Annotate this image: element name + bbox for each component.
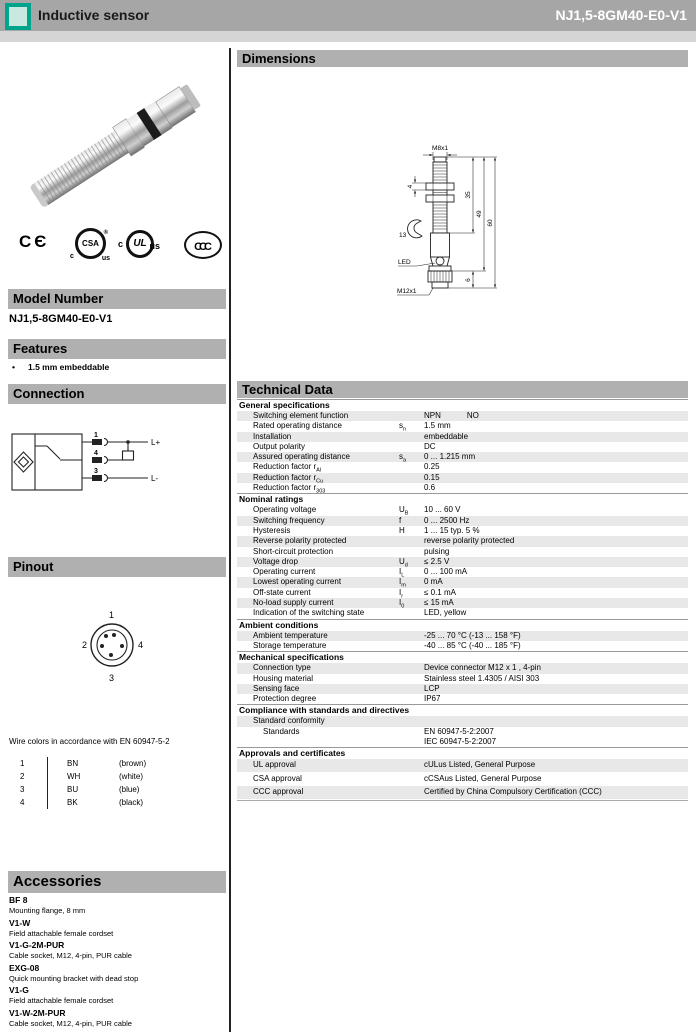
spec-label: No-load supply current (253, 598, 334, 608)
wire-pin-number: 4 (20, 798, 25, 807)
accessory-desc: Quick mounting bracket with dead stop (9, 973, 139, 983)
accessory-model: V1-G (9, 985, 29, 995)
spec-value: IP67 (424, 694, 441, 704)
product-photo (6, 50, 218, 222)
spec-symbol (399, 716, 424, 726)
spec-label: CSA approval (253, 773, 302, 783)
spec-row (237, 598, 688, 608)
ccc-mark-icon: CCC (184, 231, 222, 259)
dim-body-length: 49 (476, 210, 483, 218)
accessory-item (9, 985, 225, 1006)
wire-color-code: BK (47, 796, 119, 809)
spec-value: 0 ... 100 mA (424, 567, 468, 577)
feature-item: • 1.5 mm embeddable (12, 362, 110, 372)
spec-value-2: NO (466, 411, 479, 420)
spec-symbol: f (399, 515, 402, 525)
pinout-pin1-label: 1 (109, 610, 115, 620)
page-title: Inductive sensor (38, 7, 150, 23)
wire-color-code: WH (47, 770, 119, 783)
spec-label: Rated operating distance (253, 421, 342, 431)
spec-symbol (399, 773, 424, 786)
spec-row (237, 421, 688, 431)
spec-row (237, 663, 688, 673)
spec-label: Hysteresis (253, 525, 291, 535)
feature-list (10, 362, 224, 373)
dim-wrench-size: 13 (399, 232, 407, 239)
wire-color-code: BN (47, 757, 119, 770)
spec-symbol (399, 786, 424, 799)
spec-symbol: H (399, 525, 405, 535)
spec-label: Storage temperature (253, 640, 327, 650)
spec-value: 0 ... 2500 Hz (424, 515, 470, 525)
spec-symbol (399, 684, 424, 694)
spec-label: Connection type (253, 663, 311, 673)
spec-label: Protection degree (253, 694, 317, 704)
spec-label: Ambient temperature (253, 630, 328, 640)
spec-row (237, 674, 688, 684)
spec-row (237, 432, 688, 442)
dim-nut-height: 4 (407, 184, 414, 189)
pinout-pin2-label: 2 (82, 640, 88, 650)
spec-symbol: $I_L$ (399, 567, 405, 579)
spec-symbol (399, 483, 424, 493)
accessory-item (9, 895, 225, 916)
spec-value: Device connector M12 x 1 , 4-pin (424, 663, 541, 673)
wire-pin-number: 2 (20, 772, 25, 781)
bullet: • (12, 362, 15, 372)
wire-color-name: (blue) (119, 785, 140, 794)
spec-label: Operating current (253, 567, 316, 577)
spec-row (237, 773, 688, 786)
spec-label: Assured operating distance (253, 452, 350, 462)
spec-value (424, 716, 688, 726)
spec-row (237, 411, 688, 421)
table-section-heading: Mechanical specifications (237, 651, 688, 663)
table-section-heading: General specifications (237, 399, 688, 411)
csa-c: c (70, 253, 74, 260)
wire-color-code: BU (47, 783, 119, 796)
spec-label: Short-circuit protection (253, 546, 334, 556)
accessory-desc: Cable socket, M12, 4-pin, PUR cable (9, 1018, 132, 1028)
spec-row (237, 462, 688, 475)
spec-label: Switching element function (253, 411, 349, 420)
spec-row (237, 727, 688, 748)
spec-row (237, 608, 688, 618)
spec-row (237, 786, 688, 799)
model-number-value: NJ1,5-8GM40-E0-V1 (9, 313, 113, 325)
spec-symbol (399, 411, 424, 421)
wire-row (9, 783, 209, 796)
spec-label: Reverse polarity protected (253, 536, 347, 546)
section-model-number: Model Number (8, 289, 226, 309)
spec-label: Standards (263, 726, 300, 736)
ul-circle: UL (126, 230, 154, 258)
spec-row (237, 759, 688, 772)
spec-label: Reduction factor $r_{303}$ (253, 483, 326, 495)
spec-symbol (399, 462, 424, 472)
accessory-model: V1-G-2M-PUR (9, 940, 65, 950)
wire-row (9, 757, 209, 770)
spec-label: Output polarity (253, 441, 306, 451)
dim-connector-label: M12x1 (397, 288, 417, 295)
ul-c: c (118, 239, 124, 249)
accessory-desc: Cable socket, M12, 4-pin, PUR cable (9, 951, 132, 960)
spec-value: 10 ... 60 V (424, 505, 461, 515)
spec-symbol: $s_n$ (399, 421, 407, 433)
accessory-item (9, 918, 225, 939)
pinout-diagram (8, 595, 220, 695)
header-substrip (0, 31, 696, 42)
wire-row (9, 770, 209, 783)
spec-label: Voltage drop (253, 556, 298, 566)
accessory-desc: Field attachable female cordset (9, 928, 114, 938)
dim-thread-length: 35 (465, 191, 472, 199)
spec-symbol (399, 442, 424, 452)
spec-row (237, 694, 688, 704)
table-section-heading: Approvals and certificates (237, 747, 688, 759)
spec-row (237, 526, 688, 536)
dim-connector-height: 6 (465, 278, 472, 282)
spec-label: Switching frequency (253, 515, 325, 525)
spec-row (237, 452, 688, 462)
wire-pin-number: 3 (20, 785, 25, 794)
section-pinout: Pinout (8, 557, 226, 577)
spec-symbol (399, 608, 424, 618)
section-dimensions: Dimensions (237, 50, 688, 67)
spec-value: 0 mA (424, 577, 443, 587)
spec-symbol (399, 473, 424, 483)
spec-value: Certified by China Compulsory Certification (CCC) (424, 787, 602, 797)
spec-row (237, 516, 688, 526)
spec-row (237, 641, 688, 651)
spec-row (237, 588, 688, 598)
spec-value: LED, yellow (424, 608, 467, 618)
spec-symbol: $I_0$ (399, 598, 405, 610)
ul-mark-icon (118, 230, 160, 262)
ul-us: us (149, 241, 160, 251)
accessories-list (9, 895, 225, 1030)
accessory-item (9, 963, 225, 984)
spec-symbol: $U_B$ (399, 505, 409, 517)
spec-label: Operating voltage (253, 505, 317, 515)
wire-color-name: (white) (119, 772, 144, 781)
connection-lminus-label: L- (151, 474, 159, 483)
spec-symbol: $I_r$ (399, 587, 404, 600)
connection-lplus-label: L+ (151, 438, 161, 447)
spec-symbol (399, 694, 424, 704)
spec-value: 1.5 mm (424, 421, 451, 431)
spec-value: ≤ 15 mA (424, 598, 454, 608)
spec-label: Off-state current (253, 587, 311, 597)
spec-row (237, 483, 688, 493)
accessory-item (9, 1008, 225, 1029)
csa-circle: CSA (75, 228, 106, 259)
technical-table (237, 399, 688, 801)
spec-row (237, 473, 688, 483)
spec-row (237, 547, 688, 557)
spec-value: 0.25 (424, 462, 440, 472)
spec-label: CCC approval (253, 787, 304, 797)
spec-value: embeddable (424, 431, 469, 441)
csa-mark-icon (70, 228, 110, 262)
wire-color-table (9, 757, 209, 809)
spec-symbol (399, 674, 424, 684)
spec-label: Housing material (253, 673, 314, 683)
spec-value: LCP (424, 683, 440, 693)
spec-row (237, 631, 688, 641)
table-section-heading: Compliance with standards and directives (237, 704, 688, 716)
csa-us: us (101, 255, 110, 262)
csa-registered: ® (103, 230, 108, 236)
page-header (0, 0, 696, 31)
dimension-drawing (385, 140, 510, 300)
spec-row (237, 567, 688, 577)
pinout-pin3-label: 3 (109, 673, 115, 683)
spec-value: cCSAus Listed, General Purpose (424, 773, 542, 783)
spec-value: pulsing (424, 546, 450, 556)
spec-value: EN 60947-5-2:2007 IEC 60947-5-2:2007 (424, 726, 497, 747)
table-section-heading: Ambient conditions (237, 619, 688, 631)
spec-row (237, 716, 688, 726)
spec-value: NPN NO (424, 411, 479, 420)
column-divider (229, 48, 231, 1032)
connection-pin1-label: 1 (94, 432, 98, 439)
accessory-desc: Mounting flange, 8 mm (9, 906, 86, 915)
spec-row (237, 684, 688, 694)
spec-row (237, 577, 688, 590)
ce-mark-icon: CЄ (19, 232, 50, 251)
wire-color-name: (brown) (119, 759, 147, 768)
spec-label: UL approval (253, 760, 296, 770)
accessory-item (9, 940, 225, 961)
spec-symbol (399, 547, 424, 557)
spec-value: 0 ... 1.215 mm (424, 452, 476, 462)
spec-symbol (399, 432, 424, 442)
spec-label: Reduction factor $r_{Al}$ (253, 462, 322, 475)
spec-value: -25 ... 70 °C (-13 ... 158 °F) (424, 630, 521, 640)
spec-symbol: $I_m$ (399, 577, 406, 590)
spec-row (237, 505, 688, 515)
spec-label: Indication of the switching state (253, 608, 365, 618)
spec-symbol (399, 759, 424, 772)
connection-pin3-label: 3 (94, 468, 98, 475)
spec-symbol (399, 663, 424, 673)
spec-value: -40 ... 85 °C (-40 ... 185 °F) (424, 640, 521, 650)
dim-led-label: LED (398, 259, 411, 266)
spec-row (237, 557, 688, 567)
spec-value: ≤ 0.1 mA (424, 587, 456, 597)
spec-value: Stainless steel 1.4305 / AISI 303 (424, 673, 540, 683)
dim-total-length: 60 (487, 219, 494, 227)
spec-label: Lowest operating current (253, 577, 342, 587)
accessory-model: BF 8 (9, 895, 28, 905)
accessory-model: EXG-08 (9, 962, 40, 973)
brand-square-icon (5, 3, 31, 30)
wire-color-note: Wire colors in accordance with EN 60947-5-2 (9, 737, 170, 746)
section-features: Features (8, 339, 226, 359)
spec-value: 1 ... 15 typ. 5 % (424, 525, 480, 535)
section-technical-data: Technical Data (237, 381, 688, 398)
certification-logos (0, 226, 228, 268)
spec-value: reverse polarity protected (424, 536, 515, 546)
spec-value: cULus Listed, General Purpose (424, 760, 536, 770)
section-connection: Connection (8, 384, 226, 404)
spec-value: DC (424, 441, 436, 451)
dim-thread-label: M8x1 (432, 145, 448, 152)
wire-row (9, 796, 209, 809)
spec-row (237, 442, 688, 452)
spec-value: 0.6 (424, 483, 436, 493)
spec-label: Sensing face (253, 683, 300, 693)
spec-symbol: $s_a$ (399, 452, 407, 464)
pinout-pin4-label: 4 (138, 640, 144, 650)
accessory-model: V1-W (9, 917, 31, 928)
spec-label: Installation (253, 431, 292, 441)
spec-symbol (399, 631, 424, 641)
wire-color-name: (black) (119, 798, 144, 807)
accessory-model: V1-W-2M-PUR (9, 1007, 66, 1018)
spec-symbol (399, 641, 424, 651)
spec-label: Reduction factor $r_{Cu}$ (253, 472, 324, 485)
connection-diagram (10, 428, 172, 508)
spec-symbol: $U_d$ (399, 556, 408, 569)
wire-pin-number: 1 (20, 759, 25, 768)
accessory-desc: Field attachable female cordset (9, 996, 114, 1005)
spec-symbol (399, 727, 424, 748)
header-model-number: NJ1,5-8GM40-E0-V1 (555, 7, 687, 23)
connection-pin4-label: 4 (94, 450, 98, 457)
section-accessories: Accessories (8, 871, 226, 893)
spec-label: Standard conformity (253, 716, 325, 726)
table-section-heading: Nominal ratings (237, 493, 688, 505)
spec-value: 0.15 (424, 472, 440, 482)
spec-value: ≤ 2.5 V (424, 556, 450, 566)
spec-row (237, 536, 688, 546)
spec-symbol (399, 536, 424, 546)
